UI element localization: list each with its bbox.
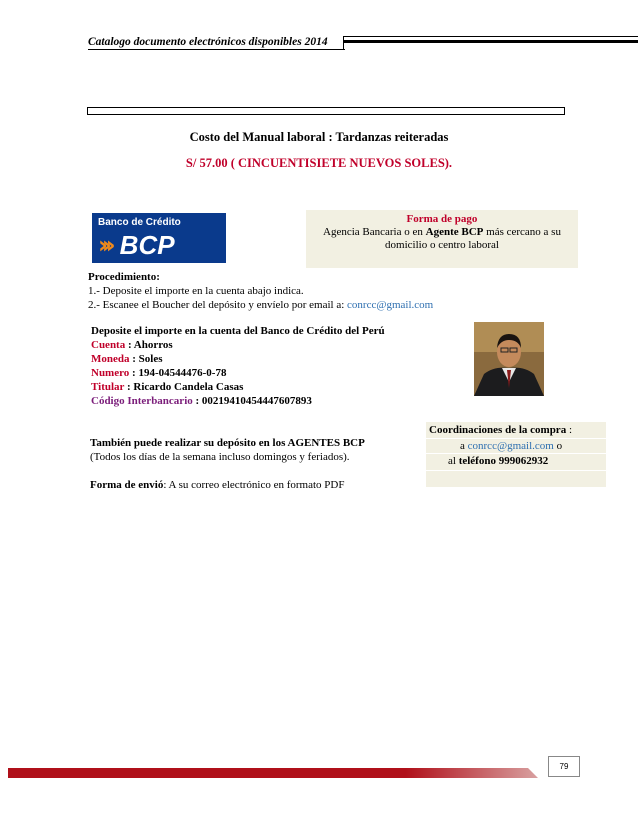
separator-box xyxy=(87,107,565,115)
holder-row xyxy=(91,380,385,394)
coordination-empty-row xyxy=(426,471,606,488)
payment-line1-suffix: más cercano a su xyxy=(483,226,561,238)
coordination-title-suffix: : xyxy=(566,424,573,436)
bcp-logo-brand: BCP xyxy=(119,230,175,260)
author-photo xyxy=(474,322,544,396)
coordination-title: Coordinaciones de la compra xyxy=(429,424,567,436)
currency-value: : Soles xyxy=(129,353,163,365)
procedure-step-2 xyxy=(88,298,433,312)
payment-method-line2: domicilio o centro laboral xyxy=(385,239,499,251)
procedure-step-2-text: 2.- Escanee el Boucher del depósito y envíelo por email a: xyxy=(88,299,348,311)
bcp-logo xyxy=(92,213,226,263)
delivery-label: Forma de envió xyxy=(90,479,164,491)
bcp-logo-top-text: Banco de Crédito xyxy=(98,217,181,228)
deposit-title: Deposite el importe en la cuenta del Banco de Crédito del Perú xyxy=(91,325,385,337)
payment-method-line1 xyxy=(306,226,578,239)
account-type-label: Cuenta xyxy=(91,339,126,351)
delivery-section xyxy=(90,478,344,492)
account-number-row xyxy=(91,366,385,380)
agents-section xyxy=(90,436,365,464)
coordination-email-prefix: a xyxy=(460,440,468,452)
account-type-value: : Ahorros xyxy=(125,339,173,351)
page-number: 79 xyxy=(548,756,580,777)
agents-line-2: (Todos los días de la semana incluso domingos y feriados). xyxy=(90,451,350,463)
coordination-phone-row xyxy=(426,454,606,471)
procedure-section xyxy=(88,270,433,312)
holder-label: Titular xyxy=(91,381,125,393)
account-number-value: : 194-04544476-0-78 xyxy=(129,367,227,379)
header-rule-under-title xyxy=(88,49,345,50)
header-rule-top xyxy=(343,36,638,37)
coordination-email-suffix: o xyxy=(553,440,563,452)
header-title: Catalogo documento electrónicos disponibles 2014 xyxy=(88,36,328,48)
coordination-phone-prefix: al xyxy=(448,455,459,467)
payment-method-box xyxy=(306,210,578,268)
holder-value: : Ricardo Candela Casas xyxy=(124,381,244,393)
account-type-row xyxy=(91,338,385,352)
coordination-phone: teléfono 999062932 xyxy=(458,455,549,467)
coordination-box xyxy=(426,422,606,488)
chevron-arrows-icon: ››› xyxy=(98,231,110,259)
cost-title: Costo del Manual laboral : Tardanzas reiteradas xyxy=(189,130,449,144)
header-rule-thick xyxy=(343,40,638,43)
payment-method-title: Forma de pago xyxy=(406,213,478,225)
currency-row xyxy=(91,352,385,366)
deposit-section xyxy=(91,324,385,408)
interbank-code-label: Código Interbancario xyxy=(91,395,193,407)
payment-agent-bcp: Agente BCP xyxy=(425,226,484,238)
procedure-step-1: 1.- Deposite el importe en la cuenta abajo indica. xyxy=(88,285,304,297)
agents-line-1: También puede realizar su depósito en los AGENTES BCP xyxy=(90,437,365,449)
delivery-text: : A su correo electrónico en formato PDF xyxy=(163,479,345,491)
header-rule-join xyxy=(343,36,344,49)
coordination-email-row xyxy=(426,439,606,454)
payment-line1-text: Agencia Bancaria o en xyxy=(323,226,426,238)
procedure-title: Procedimiento: xyxy=(88,271,160,283)
cost-price: S/ 57.00 ( CINCUENTISIETE NUEVOS SOLES). xyxy=(185,156,453,170)
account-number-label: Numero xyxy=(91,367,130,379)
interbank-code-value: : 00219410454447607893 xyxy=(192,395,312,407)
coordination-email-link[interactable]: conrcc@gmail.com xyxy=(467,440,554,452)
currency-label: Moneda xyxy=(91,353,130,365)
footer-red-bar xyxy=(8,768,538,778)
coordination-title-row xyxy=(426,422,606,439)
interbank-code-row xyxy=(91,394,385,408)
email-link[interactable]: conrcc@gmail.com xyxy=(347,299,434,311)
